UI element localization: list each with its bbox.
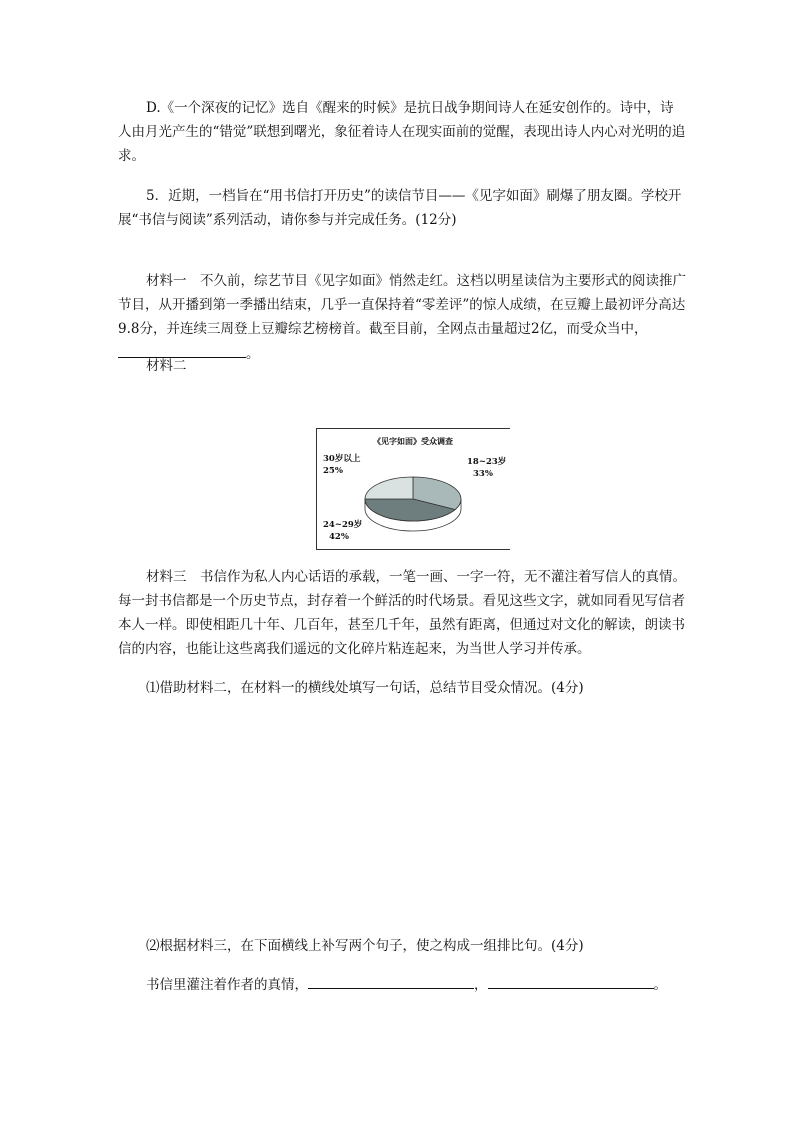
answer-blank-1[interactable]	[308, 972, 474, 989]
option-d-text: D.《一个深夜的记忆》选自《醒来的时候》是抗日战争期间诗人在延安创作的。诗中，诗人由月光产生的“错觉”联想到曙光，象征着诗人在现实面前的觉醒，表现出诗人内心对光明的追求。	[118, 100, 686, 164]
answer-end: 。	[653, 977, 667, 993]
answer-line-start: 书信里灌注着作者的真情，	[146, 977, 308, 993]
chart-title: 《见字如面》受众调查	[373, 437, 453, 446]
sub-question-2-text: ⑵根据材料三，在下面横线上补写两个句子，使之构成一组排比句。(4分)	[146, 938, 584, 954]
pie-label-category-2: 24~29岁	[323, 520, 363, 530]
audience-pie-chart	[316, 428, 510, 550]
answer-line	[118, 972, 686, 997]
sub-question-2	[118, 934, 686, 958]
material-1-body	[118, 269, 686, 366]
material-3-text: 材料三 书信作为私人内心话语的承载，一笔一画、一字一符，无不灌注着写信人的真情。每一封书信都是一个历史节点，封存着一个鲜活的时代场景。看见这些文字，就如同看见写信者本人一样。即使相距几十年、几百年，甚至几千年，虽然有距离，但通过对文化的解读，朗读书信的内容，也能让这些离我们遥远的文化碎片粘连起来，为当世人学习并传承。	[118, 569, 686, 657]
answer-blank-2[interactable]	[488, 972, 654, 989]
material-1-text: 材料一 不久前，综艺节目《见字如面》悄然走红。这档以明星读信为主要形式的阅读推广节目，从开播到第一季播出结束，几乎一直保持着“零差评”的惊人成绩，在豆瓣上最初评分高达9.8分，并连续三周登上豆瓣综艺榜榜首。截至目前，全网点击量超过2亿，而受众当中，	[118, 273, 686, 337]
pie-label-value-1: 33%	[473, 469, 493, 479]
sub-question-2-answer-line	[118, 972, 686, 997]
pie-label-category-3: 30岁以上	[323, 454, 361, 464]
sub-question-1-text: ⑴借助材料二，在材料一的横线处填写一句话，总结节目受众情况。(4分)	[146, 680, 584, 696]
pie-label-category-1: 18~23岁	[467, 457, 507, 467]
pie-label-value-2: 42%	[329, 532, 349, 542]
material-2-heading	[118, 354, 686, 378]
material-2-label: 材料二	[146, 358, 187, 374]
answer-comma: ，	[474, 977, 488, 993]
material-3-paragraph	[118, 565, 686, 661]
option-d-paragraph	[118, 96, 686, 168]
question-5-intro	[118, 184, 686, 232]
material-1-end: 。	[246, 346, 260, 362]
pie-slices-group	[365, 477, 461, 521]
question-5-text: 5．近期，一档旨在“用书信打开历史”的读信节目——《见字如面》刷爆了朋友圈。学校开展“书信与阅读”系列活动，请你参与并完成任务。(12分)	[118, 188, 682, 228]
material-1-paragraph	[118, 269, 686, 366]
sub-question-1	[118, 676, 686, 700]
pie-chart-svg	[317, 429, 510, 549]
pie-slice-3	[365, 477, 413, 499]
pie-label-value-3: 25%	[323, 466, 343, 476]
